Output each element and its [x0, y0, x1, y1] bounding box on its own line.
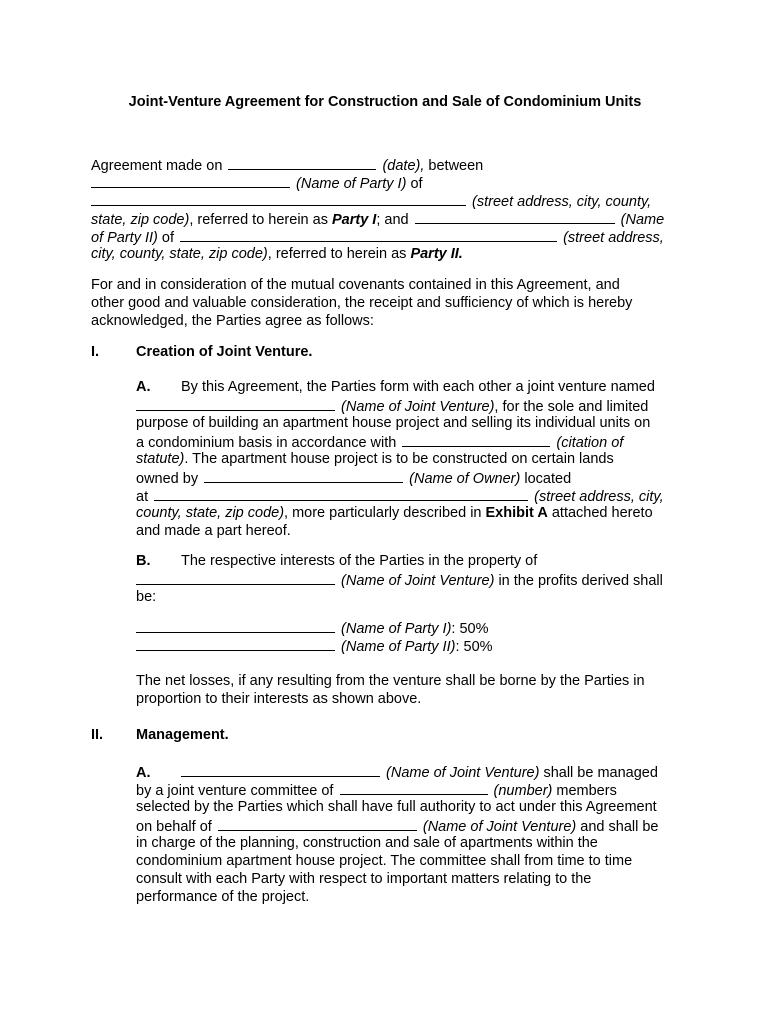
party1-address-blank[interactable]: [91, 191, 466, 206]
party2-name-blank[interactable]: [136, 636, 335, 651]
document-page: Joint-Venture Agreement for Construction and Sale of Condominium Units Agreement made on (date), between (Name of Party I) of (street address, city, county, state, zip code), referred to herein as Party I; and (Name of Party II) of (street address, city, county, state, zip code), referred to herein as Party II. For and in consideration of the mutual covenants contained in this Agreement, and other good and valuable consideration, the receipt and sufficiency of which is hereby acknowledged, the Parties agree as follows: I. Creation of Joint Venture. A. By this Agreement, the Parties form with each other a joint venture named (Name of Joint Venture), for the sole and limited purpose of building an apartment house project and selling its individual units on a condominium basis in accordance with (citation of statute). The apartment house project is to be constructed on certain lands owned by (Name of Owner) located at (street address, city, county, state, zip code), more particularly described in Exhibit A attached hereto and made a part hereof. B. The respective interests of the Parties in the property of (Name of Joint Venture) in the profits derived shall be: (Name of Party I): 50% (Name of Party II): 50% The net losses, if any resulting from the venture shall be borne by the Parties in proportion to their interests as shown above. II. Management. A. (Name of Joint Venture) shall be managed by a joint venture committee of (number) members selected by the Parties which shall have full authority to act under this Agreement on behalf of (Name of Joint Venture) and shall be in charge of the planning, construction and sale of apartments within the condominium apartment house project. The committee shall from time to time consult with each Party with respect to important matters relating to the performance of the project.: [0, 0, 770, 1024]
subsection-label: A.: [136, 765, 151, 781]
party1-name-blank[interactable]: [91, 173, 290, 188]
party2-address-blank[interactable]: [180, 227, 557, 242]
committee-number-blank[interactable]: [340, 780, 488, 795]
section-1-number: I.: [91, 344, 100, 360]
property-address-blank[interactable]: [154, 486, 528, 501]
document-title: Joint-Venture Agreement for Construction and Sale of Condominium Units: [128, 94, 642, 110]
date-blank[interactable]: [228, 155, 376, 170]
jv-name-blank[interactable]: [136, 570, 335, 585]
subsection-label: A.: [136, 379, 151, 395]
owner-name-blank[interactable]: [204, 468, 403, 483]
jv-name-blank[interactable]: [181, 762, 380, 777]
party1-name-blank[interactable]: [136, 618, 335, 633]
section-1-heading: Creation of Joint Venture.: [136, 344, 313, 360]
jv-name-blank[interactable]: [218, 816, 417, 831]
section-2-heading: Management.: [136, 727, 229, 743]
party2-name-blank[interactable]: [415, 209, 615, 224]
subsection-label: B.: [136, 553, 151, 569]
jv-name-blank[interactable]: [136, 396, 335, 411]
citation-blank[interactable]: [402, 432, 550, 447]
section-2-number: II.: [91, 727, 104, 743]
